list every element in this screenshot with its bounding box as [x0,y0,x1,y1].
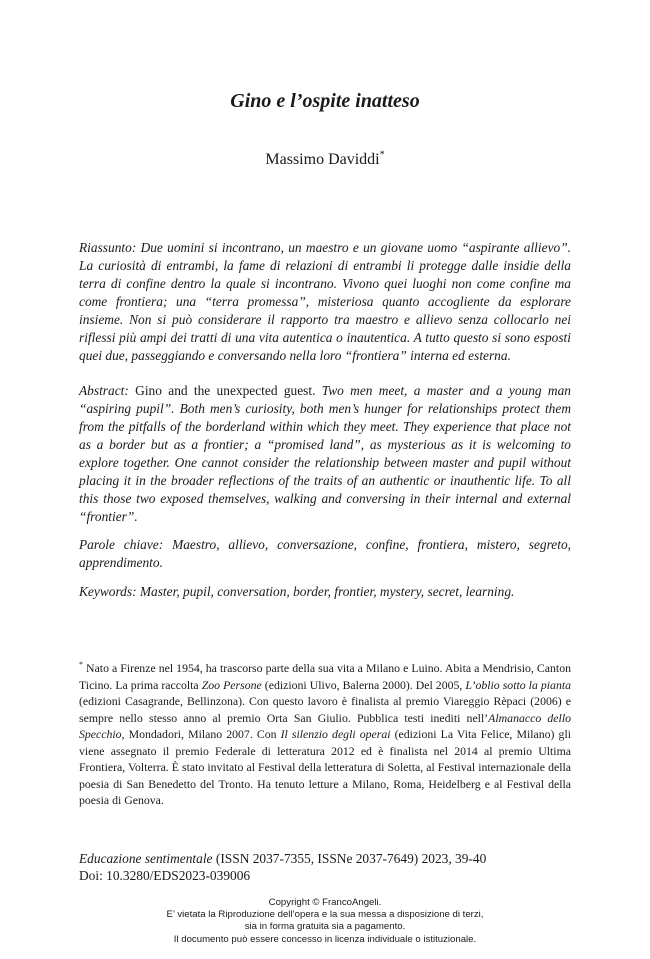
abstract-paragraph [79,382,571,526]
footnote-text-3: (edizioni Casagrande, Bellinzona). Con questo lavoro è finalista al premio Viareggio Rèpaci (2006) e sempre nello stesso anno al premio Orta San Giulio. Pubblica testi inediti nell’ [79,694,571,725]
citation-doi: Doi: 10.3280/EDS2023-039006 [79,868,251,883]
copyright-line-3: sia in forma gratuita sia a pagamento. [244,921,406,933]
journal-details: (ISSN 2037-7355, ISSNe 2037-7649) 2023, 39-40 [215,851,487,866]
copyright-line-2: E’ vietata la Riproduzione dell’opera e la sua messa a disposizione di terzi, [166,909,484,921]
copyright-line-4: Il documento può essere concesso in licenza individuale o istituzionale. [173,933,477,945]
footnote-text-4: , Mondadori, Milano 2007. Con [121,727,277,741]
article-title: Gino e l’ospite inatteso [230,90,420,112]
keywords: Keywords: Master, pupil, conversation, border, frontier, mystery, secret, learning. [79,584,515,599]
journal-name: Educazione sentimentale [79,851,213,866]
copyright-notice [0,897,650,946]
footnote-text-1: Nato a Firenze nel 1954, ha trascorso parte della sua vita a Milano e Luino. Abita a Mendrisio, Canton Ticino. La prima raccolta [79,661,571,692]
footnote-book-4: Il silenzio degli operai [280,727,391,741]
author-line [0,151,650,169]
abstract-english-title: Gino and the unexpected guest. [135,383,316,398]
footnote-mark: * [79,660,83,670]
citation-block [79,850,599,884]
footnote-text-2: (edizioni Ulivo, Balerna 2000). Del 2005, [264,677,463,692]
footnote-text-5: (edizioni La Vita Felice, Milano) gli viene assegnato il premio Federale di letteratura 2012 ed è finalista nel 2014 al premio Ultima Frontiera, Volterra. È stato invitato al Festival della letteratura di Soletta, al Festival internazionale della poesia di San Benedetto del Tronto. Ha tenuto letture a Milano, Roma, Heidelberg e al Festival della poesia di Genova. [79,727,572,807]
riassunto-paragraph: Riassunto: Due uomini si incontrano, un maestro e un giovane uomo “aspirante allievo”. La curiosità di entrambi, la fame di relazioni di entrambi li protegge dalle insidie della terra di confine dentro la quale si incontrano. Vivono quei luoghi non come confine ma come frontiera; una “terra promessa”, misteriosa quanto accogliente da esplorare insieme. Non si può considerare il rapporto tra maestro e allievo senza collocarlo nei riflessi più ampi dei tratti di una vita autentica o inautentica. A tutto questo si sono esposti quei due, passeggiando e conversando nella loro “frontiera” interna ed esterna. [79,240,571,363]
footnote-book-1: Zoo Persone [201,677,262,692]
footnote-book-3: Almanacco dello Specchio [79,710,571,741]
footnote-book-2: L’oblio sotto la pianta [465,677,572,692]
citation-journal-line [79,850,599,867]
abstract-label: Abstract: [79,383,129,398]
author-name: Massimo Daviddi [265,151,380,168]
author-footnote [79,660,571,809]
copyright-line-1: Copyright © FrancoAngeli. [268,897,382,908]
abstract-text: Two men meet, a master and a young man “aspiring pupil”. Both men’s curiosity, both men’s hunger for relationships protect them from the pitfalls of the borderland within which they meet. They experience that place not as a border but as a frontier; a “promised land”, as mysterious as it is welcoming to explore together. One cannot consider the relationship between master and pupil without placing it in the broader reflections of the traits of an authentic or inauthentic life. To all this those two exposed themselves, walking and conversing in their internal and external “frontier”. [79,383,571,524]
parole-chiave: Parole chiave: Maestro, allievo, conversazione, confine, frontiera, mistero, segreto, apprendimento. [79,537,571,570]
author-footnote-mark: * [379,149,385,161]
